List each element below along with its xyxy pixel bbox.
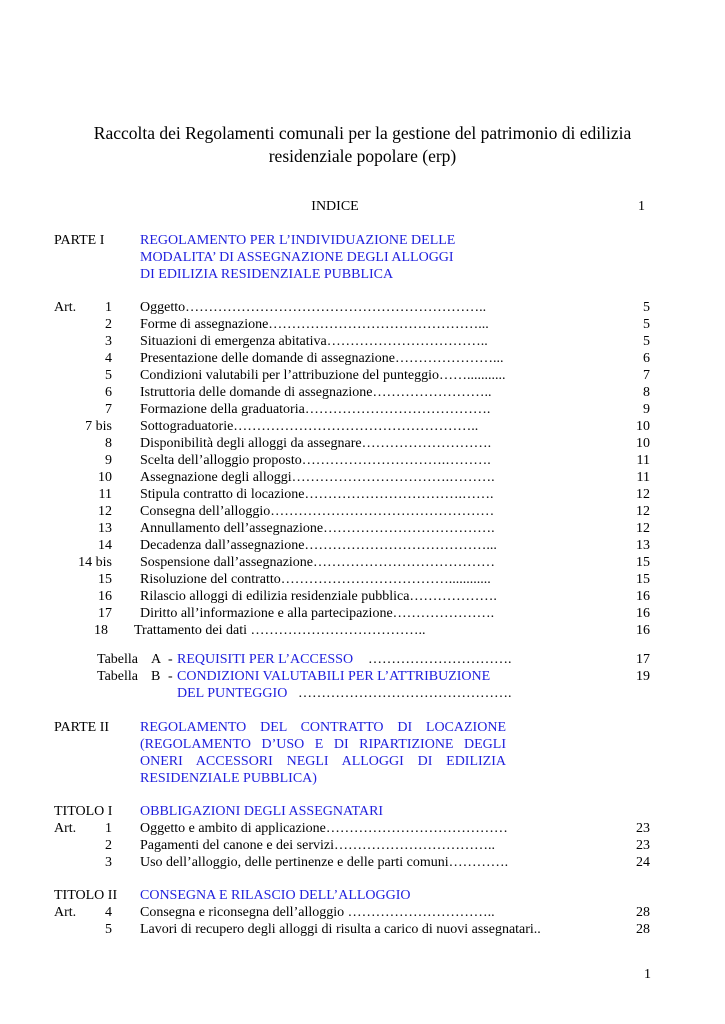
article-number: 3 bbox=[105, 855, 112, 870]
tabella-a-row bbox=[0, 651, 725, 668]
article-title: Presentazione delle domande di assegnazione…………………... bbox=[140, 351, 504, 366]
article-title: Situazioni di emergenza abitativa…………………………….. bbox=[140, 334, 488, 349]
toc-entry bbox=[0, 921, 725, 938]
toc-entry bbox=[0, 537, 725, 554]
tabella-b-letter: B bbox=[151, 669, 161, 684]
article-number: 5 bbox=[105, 922, 112, 937]
article-number: 16 bbox=[98, 589, 112, 604]
article-number: 11 bbox=[98, 487, 112, 502]
tabella-b-dash: - bbox=[168, 669, 173, 684]
tabella-a-dash: - bbox=[168, 652, 173, 667]
article-page: 24 bbox=[636, 855, 650, 870]
article-title: Oggetto……………………………………………………….. bbox=[140, 300, 487, 315]
toc-entry bbox=[0, 588, 725, 605]
tabella-b-page: 19 bbox=[636, 669, 650, 684]
article-number: 14 bbox=[98, 538, 112, 553]
parte2-heading: REGOLAMENTO DEL CONTRATTO DI LOCAZIONE (REGOLAMENTO D’USO E DI RIPARTIZIONE DEGLI ONERI ACCESSORI NEGLI ALLOGGI DI EDILIZIA RESIDENZIALE PUBBLICA) bbox=[140, 720, 506, 786]
toc-entry bbox=[0, 904, 725, 921]
tabella-a-page: 17 bbox=[636, 652, 650, 667]
article-page: 12 bbox=[636, 487, 650, 502]
toc-entry bbox=[0, 469, 725, 486]
toc-entry bbox=[0, 571, 725, 588]
article-number: 18 bbox=[94, 623, 108, 638]
article-title: Decadenza dall’assegnazione…………………………………... bbox=[140, 538, 497, 553]
article-page: 5 bbox=[643, 317, 650, 332]
tabella-a-title: REQUISITI PER L’ACCESSO bbox=[177, 652, 354, 667]
title-line-2: residenziale popolare (erp) bbox=[268, 146, 457, 166]
tabella-b-row-2 bbox=[0, 685, 725, 702]
title-line-1: Raccolta dei Regolamenti comunali per la gestione del patrimonio di edilizia bbox=[93, 123, 632, 143]
toc-entry bbox=[0, 503, 725, 520]
tabella-a-dots: …………………………. bbox=[368, 652, 512, 667]
article-number: 6 bbox=[105, 385, 112, 400]
article-number: 4 bbox=[105, 351, 112, 366]
article-page: 23 bbox=[636, 838, 650, 853]
tabella-b-dots: ………………………………………. bbox=[298, 686, 512, 701]
article-number: 10 bbox=[98, 470, 112, 485]
article-page: 11 bbox=[636, 470, 650, 485]
article-number: 7 bis bbox=[85, 419, 112, 434]
article-title: Istruttoria delle domande di assegnazione…………………….. bbox=[140, 385, 492, 400]
article-page: 23 bbox=[636, 821, 650, 836]
toc-entry bbox=[0, 401, 725, 418]
index-row bbox=[0, 198, 725, 215]
article-title: Rilascio alloggi di edilizia residenziale pubblica………………. bbox=[140, 589, 497, 604]
article-number: 3 bbox=[105, 334, 112, 349]
article-number: 9 bbox=[105, 453, 112, 468]
article-number: 7 bbox=[105, 402, 112, 417]
toc-entry bbox=[0, 350, 725, 367]
toc-entry bbox=[0, 554, 725, 571]
parte1-label: PARTE I bbox=[54, 233, 105, 248]
toc-entry bbox=[0, 854, 725, 871]
toc-entry bbox=[0, 520, 725, 537]
footer-page-number: 1 bbox=[644, 967, 651, 982]
article-number: 14 bis bbox=[78, 555, 112, 570]
document-title bbox=[40, 122, 685, 168]
toc-entry bbox=[0, 384, 725, 401]
article-number: 12 bbox=[98, 504, 112, 519]
article-title: Sottograduatorie…………………………………………….. bbox=[140, 419, 479, 434]
toc-entry bbox=[0, 837, 725, 854]
index-label: INDICE bbox=[311, 199, 359, 214]
article-title: Sospensione dall’assegnazione………………………………… bbox=[140, 555, 496, 570]
article-page: 5 bbox=[643, 334, 650, 349]
article-number: 1 bbox=[105, 300, 112, 315]
toc-entry bbox=[0, 622, 725, 639]
article-number: 13 bbox=[98, 521, 112, 536]
tabella-b-row bbox=[0, 668, 725, 685]
tabella-a-label: Tabella bbox=[97, 652, 138, 667]
toc-entry bbox=[0, 605, 725, 622]
article-title: Pagamenti del canone e dei servizi…………………………….. bbox=[140, 838, 495, 853]
titolo1-row bbox=[0, 803, 725, 820]
titolo1-label: TITOLO I bbox=[54, 804, 113, 819]
article-title: Oggetto e ambito di applicazione………………………………… bbox=[140, 821, 508, 836]
article-number: 4 bbox=[105, 905, 112, 920]
article-page: 9 bbox=[643, 402, 650, 417]
index-page: 1 bbox=[638, 199, 645, 214]
article-page: 6 bbox=[643, 351, 650, 366]
article-title: Consegna dell’alloggio………………………………………… bbox=[140, 504, 495, 519]
toc-entry bbox=[0, 333, 725, 350]
article-page: 5 bbox=[643, 300, 650, 315]
article-title: Formazione della graduatoria…………………………………. bbox=[140, 402, 491, 417]
article-number: 2 bbox=[105, 838, 112, 853]
article-title: Condizioni valutabili per l’attribuzione del punteggio……........... bbox=[140, 368, 506, 383]
article-page: 16 bbox=[636, 589, 650, 604]
article-number: 2 bbox=[105, 317, 112, 332]
parte1-heading-line: DI EDILIZIA RESIDENZIALE PUBBLICA bbox=[140, 267, 394, 282]
tabella-b-title-cont: DEL PUNTEGGIO bbox=[177, 686, 288, 701]
article-title: Lavori di recupero degli alloggi di risulta a carico di nuovi assegnatari.. bbox=[140, 922, 541, 937]
article-page: 13 bbox=[636, 538, 650, 553]
article-page: 10 bbox=[636, 419, 650, 434]
article-page: 15 bbox=[636, 555, 650, 570]
titolo2-label: TITOLO II bbox=[54, 888, 118, 903]
tabella-b-label: Tabella bbox=[97, 669, 138, 684]
article-number: 1 bbox=[105, 821, 112, 836]
parte2-label: PARTE II bbox=[54, 720, 110, 735]
article-page: 10 bbox=[636, 436, 650, 451]
article-page: 7 bbox=[643, 368, 650, 383]
toc-entry bbox=[0, 418, 725, 435]
article-title: Forme di assegnazione………………………………………... bbox=[140, 317, 489, 332]
article-page: 28 bbox=[636, 922, 650, 937]
article-title: Annullamento dell’assegnazione………………………………. bbox=[140, 521, 495, 536]
article-page: 8 bbox=[643, 385, 650, 400]
article-title: Disponibilità degli alloggi da assegnare………………………. bbox=[140, 436, 492, 451]
article-page: 15 bbox=[636, 572, 650, 587]
article-number: 15 bbox=[98, 572, 112, 587]
article-page: 11 bbox=[636, 453, 650, 468]
article-page: 16 bbox=[636, 606, 650, 621]
art-label: Art. bbox=[54, 300, 77, 315]
parte1-heading-line: REGOLAMENTO PER L’INDIVIDUAZIONE DELLE bbox=[140, 233, 456, 248]
toc-entry bbox=[0, 299, 725, 316]
article-number: 8 bbox=[105, 436, 112, 451]
article-number: 17 bbox=[98, 606, 112, 621]
tabella-b-title: CONDIZIONI VALUTABILI PER L’ATTRIBUZIONE bbox=[177, 669, 491, 684]
article-title: Risoluzione del contratto………………………………............ bbox=[140, 572, 491, 587]
art-label: Art. bbox=[54, 821, 77, 836]
article-title: Uso dell’alloggio, delle pertinenze e delle parti comuni…………. bbox=[140, 855, 509, 870]
toc-entry bbox=[0, 486, 725, 503]
toc-entry bbox=[0, 820, 725, 837]
toc-entry bbox=[0, 367, 725, 384]
toc-entry bbox=[0, 452, 725, 469]
article-title: Stipula contratto di locazione…………………………….……. bbox=[140, 487, 494, 502]
article-title: Consegna e riconsegna dell’alloggio ………………………….. bbox=[140, 905, 495, 920]
titolo1-heading: OBBLIGAZIONI DEGLI ASSEGNATARI bbox=[140, 804, 384, 819]
article-title: Assegnazione degli alloggi…………………………….………. bbox=[140, 470, 495, 485]
toc-entry bbox=[0, 435, 725, 452]
titolo2-heading: CONSEGNA E RILASCIO DELL’ALLOGGIO bbox=[140, 888, 411, 903]
art-label: Art. bbox=[54, 905, 77, 920]
article-page: 28 bbox=[636, 905, 650, 920]
article-page: 16 bbox=[636, 623, 650, 638]
article-page: 12 bbox=[636, 504, 650, 519]
article-page: 12 bbox=[636, 521, 650, 536]
parte1-heading-line: MODALITA’ DI ASSEGNAZIONE DEGLI ALLOGGI bbox=[140, 250, 454, 265]
tabella-a-letter: A bbox=[151, 652, 162, 667]
toc-entry bbox=[0, 316, 725, 333]
article-title: Trattamento dei dati ……………………………….. bbox=[134, 623, 426, 638]
parte1-heading bbox=[140, 232, 506, 283]
article-title: Scelta dell’alloggio proposto………………………….………. bbox=[140, 453, 491, 468]
titolo2-row bbox=[0, 887, 725, 904]
article-title: Diritto all’informazione e alla partecipazione…………………. bbox=[140, 606, 495, 621]
article-number: 5 bbox=[105, 368, 112, 383]
